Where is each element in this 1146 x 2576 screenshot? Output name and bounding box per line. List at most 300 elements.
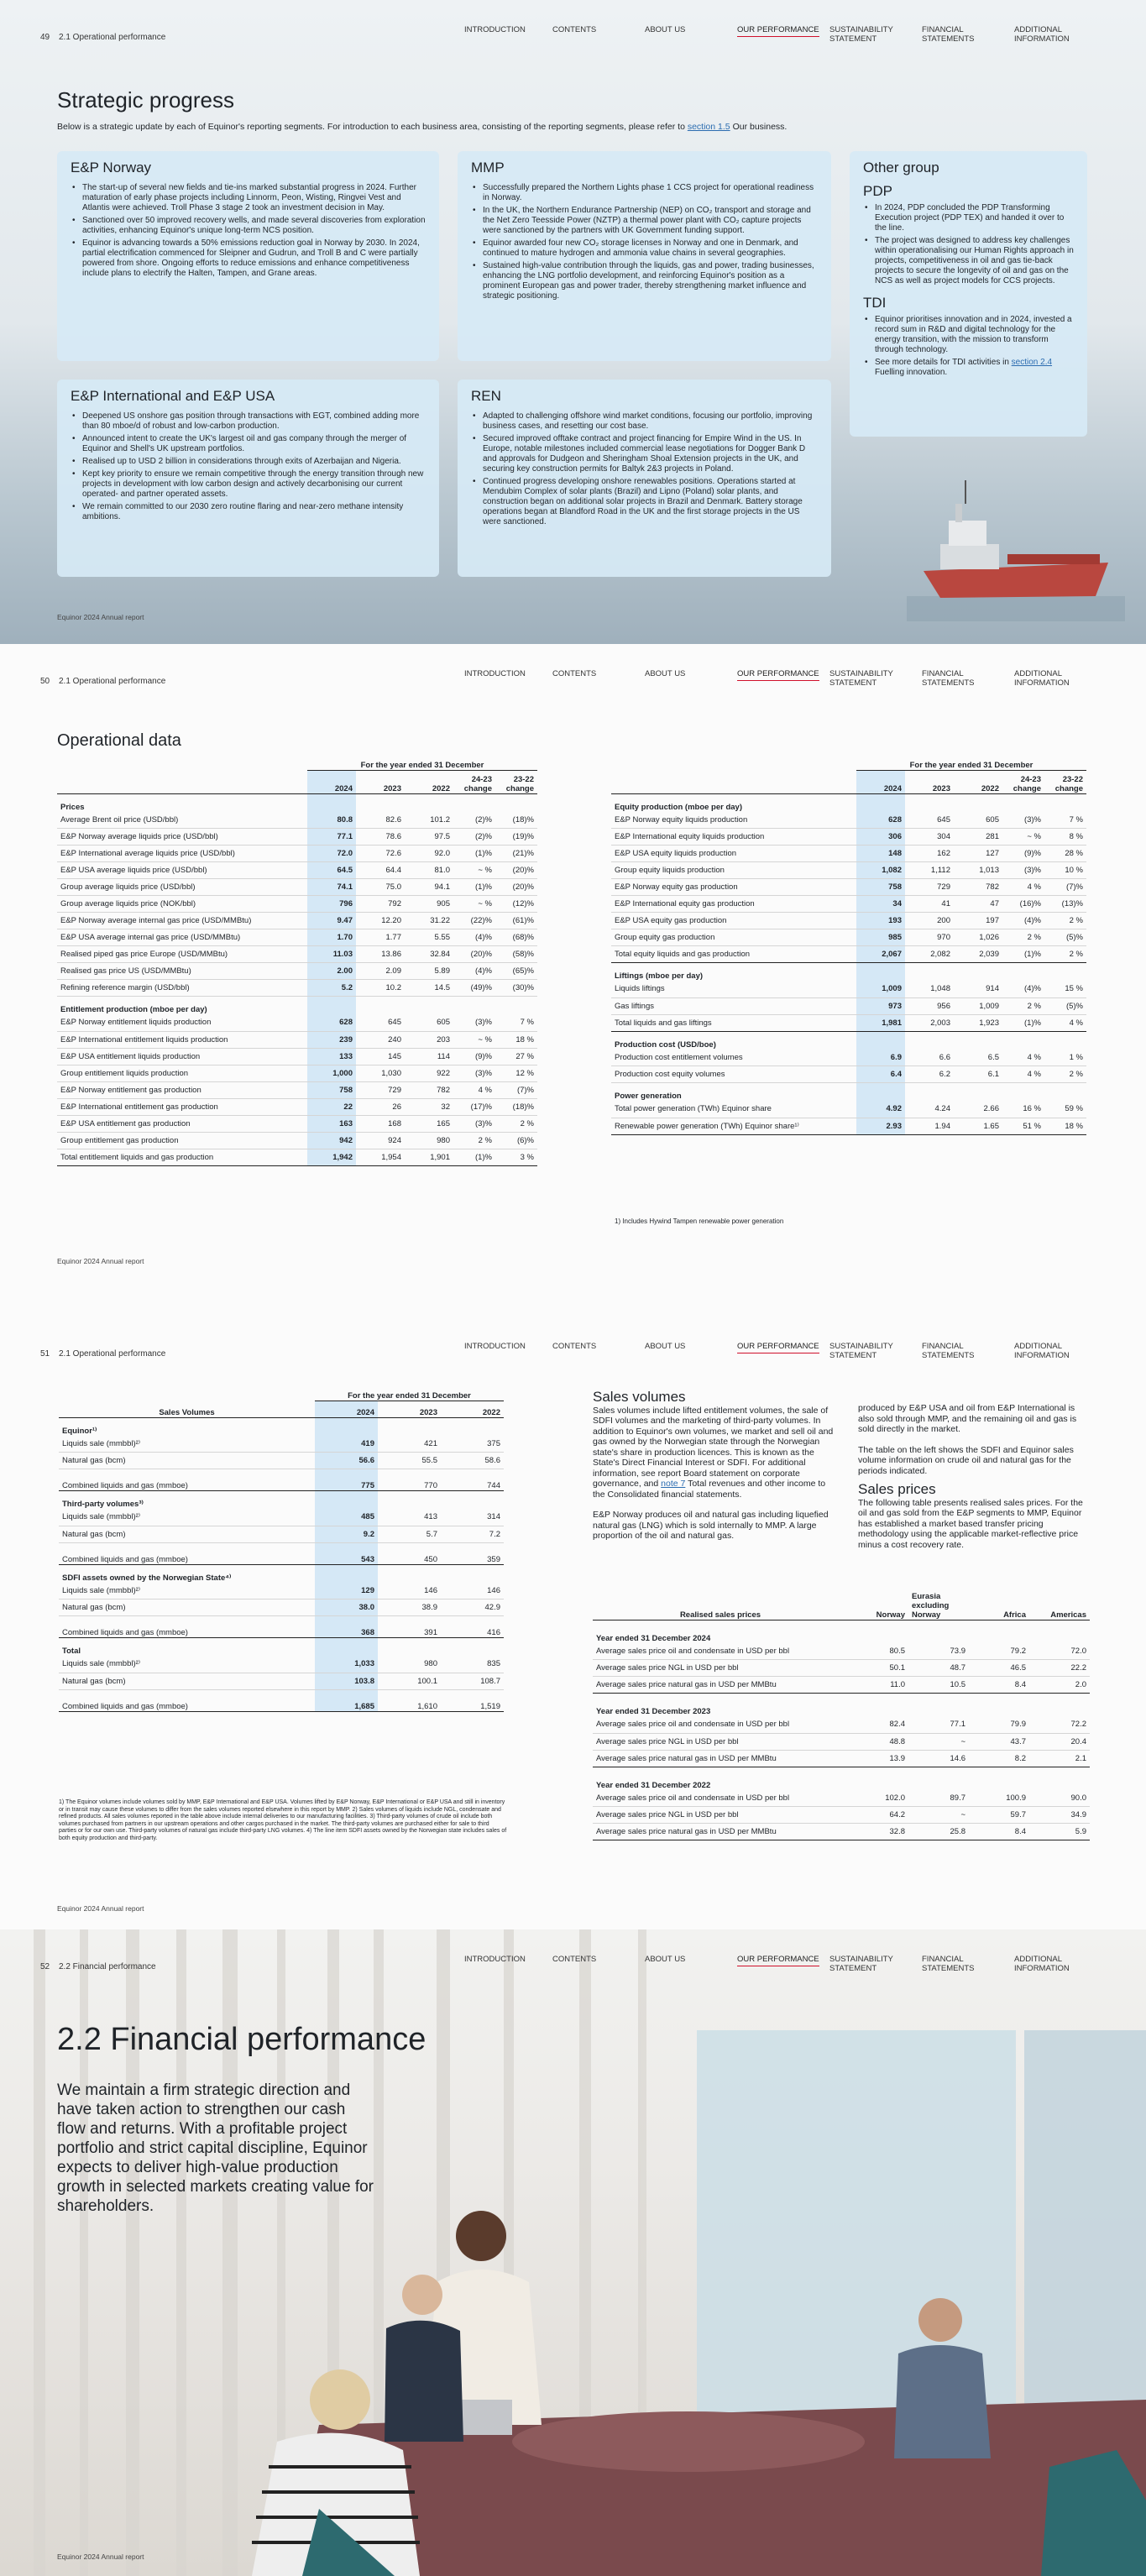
table-cell: 146 xyxy=(378,1583,441,1600)
table-row xyxy=(611,929,1086,946)
top-nav xyxy=(464,669,1107,688)
table-cell: (3)% xyxy=(453,1065,495,1081)
nav-our-performance[interactable]: OUR PERFORMANCE xyxy=(737,1955,829,1964)
table-cell xyxy=(441,1638,504,1657)
table-section-label: Year ended 31 December 2022 xyxy=(596,1780,711,1790)
table-cell: 775 xyxy=(315,1469,378,1491)
page-title: 2.2 Financial performance xyxy=(57,2022,426,2057)
table-cell: 79.2 xyxy=(969,1643,1029,1660)
table-row-label: Combined liquids and gas (mmboe) xyxy=(59,1689,315,1711)
table-column-header: 2024 xyxy=(856,770,905,793)
table-cell: 64.4 xyxy=(356,862,405,879)
nav-contents[interactable]: CONTENTS xyxy=(552,1955,597,1964)
table-column-header: Africa xyxy=(969,1589,1029,1620)
table-cell: 59 % xyxy=(1044,1101,1086,1118)
table-row xyxy=(57,929,537,946)
sales-volumes-text-col2: produced by E&P USA and oil from E&P International is also sold through MMP, and the remaining oil and gas is sold directly in the market. The table on the left shows the SDFI and Equinor sales volume information on crude oil and natural gas for the periods indicated. Sales prices The following table presents realised sales prices. For the oil and gas sold from the E&P segments to MMP, Equinor has established a market based transfer pricing methodology using the applicable market-reflective price minus a cost recovery rate. xyxy=(858,1403,1091,1550)
table-cell: 72.0 xyxy=(307,846,356,862)
table-cell: 6.1 xyxy=(954,1066,1002,1083)
table-cell xyxy=(1002,1031,1044,1050)
table-cell: 2 % xyxy=(453,1132,495,1149)
table-period-header: For the year ended 31 December xyxy=(315,1384,504,1401)
table-cell xyxy=(378,1417,441,1436)
table-section-label: Equinor¹⁾ xyxy=(62,1426,97,1436)
table-row-label: E&P Norway entitlement gas production xyxy=(57,1081,307,1098)
table-cell: 7 % xyxy=(1044,812,1086,829)
table-cell: 127 xyxy=(954,846,1002,862)
table-cell: 42.9 xyxy=(441,1600,504,1616)
table-row-label: E&P International entitlement liquids production xyxy=(57,1031,307,1048)
table-row-label: Liquids sale (mmbbl)²⁾ xyxy=(59,1656,315,1673)
table-cell: (1)% xyxy=(453,879,495,896)
table-row xyxy=(57,946,537,963)
table-cell: 59.7 xyxy=(969,1807,1029,1824)
table-section-row xyxy=(59,1564,504,1583)
table-cell: 7 % xyxy=(495,1014,537,1031)
table-row-label: E&P Norway equity liquids production xyxy=(611,812,856,829)
table-row xyxy=(57,862,537,879)
sales-volumes-heading: Sales volumes xyxy=(593,1389,686,1405)
table-row xyxy=(57,913,537,929)
table-cell xyxy=(315,1638,378,1657)
table-cell: 103.8 xyxy=(315,1673,378,1689)
table-cell: (65)% xyxy=(495,963,537,980)
table-cell: (61)% xyxy=(495,913,537,929)
table-cell: 148 xyxy=(856,846,905,862)
box-mmp: MMP • Successfully prepared the Northern Lights phase 1 CCS project for operational readiness in Norway. • In the UK, the Northern Endurance Partnership (NEP) on CO₂ transport and storage and the Net Zero Teesside Power (NZTP) a thermal power plant with CO₂ capture projects were sanctioned by the partners with UK Government funding support. • Equinor awarded four new CO₂ storage licenses in Norway and one in Denmark, and continued to mature hydrogen and ammonia value chains in several geographies. • Sustained high-value contribution through the liquids, gas and power, trading businesses, enhancing the LNG portfolio development, and reinforcing Equinor's position as a prominent European gas and power trader, thereby strengthening market influence and strategic positioning. xyxy=(458,151,831,361)
table-cell: 18 % xyxy=(495,1031,537,1048)
table-row xyxy=(611,846,1086,862)
table-cell: 973 xyxy=(856,997,905,1014)
table-cell: 1,000 xyxy=(307,1065,356,1081)
table-row xyxy=(611,862,1086,879)
box-other-group: Other group PDP • In 2024, PDP concluded the PDP Transforming Execution project (PDP TEX) and handed it over to the line. • The project was designed to address key challenges within operationalising our Human Rights approach in projects, competitiveness in oil and gas tie-back projects to secure the longevity of oil and gas on the NCS as well as project models for CCS projects. TDI • Equinor prioritises innovation and in 2024, invested a record sum in R&D and digital technology for the energy transition, with the mission to transform through technology. • See more details for TDI activities in section 2.4 Fuelling innovation. xyxy=(850,151,1087,437)
table-cell: 485 xyxy=(315,1509,378,1526)
section-title: 2.1 Operational performance xyxy=(59,677,166,686)
table-cell: 82.6 xyxy=(356,812,405,829)
table-cell: 744 xyxy=(441,1469,504,1491)
table-row-label: E&P USA average liquids price (USD/bbl) xyxy=(57,862,307,879)
table-cell: 100.1 xyxy=(378,1673,441,1689)
table-cell: 197 xyxy=(954,913,1002,929)
nav-our-performance[interactable]: OUR PERFORMANCE xyxy=(737,669,829,678)
table-row-label: E&P USA equity gas production xyxy=(611,913,856,929)
table-cell: 12 % xyxy=(495,1065,537,1081)
table-section-row xyxy=(611,1031,1086,1050)
table-row-label: E&P Norway average internal gas price (USD/MMBtu) xyxy=(57,913,307,929)
table-cell: 15 % xyxy=(1044,981,1086,997)
nav-financial-statements[interactable]: FINANCIAL STATEMENTS xyxy=(922,1342,975,1360)
table-cell xyxy=(954,1031,1002,1050)
table-row xyxy=(57,829,537,846)
page-sales-volumes xyxy=(0,1317,1146,1929)
table-cell: 74.1 xyxy=(307,879,356,896)
table-cell xyxy=(954,1083,1002,1102)
nav-sustainability-statement[interactable]: SUSTAINABILITY STATEMENT xyxy=(829,1342,893,1360)
nav-about-us[interactable]: ABOUT US xyxy=(645,25,686,34)
table-cell: (18)% xyxy=(495,812,537,829)
table-cell: (16)% xyxy=(1002,896,1044,913)
table-cell xyxy=(905,793,954,812)
table-cell: 13.9 xyxy=(848,1750,908,1767)
table-row-label: Combined liquids and gas (mmboe) xyxy=(59,1469,315,1491)
nav-sustainability-statement[interactable]: SUSTAINABILITY STATEMENT xyxy=(829,25,893,44)
table-cell: 7.2 xyxy=(441,1526,504,1542)
table-cell: ~ xyxy=(908,1733,969,1750)
table-row xyxy=(611,946,1086,963)
table-cell xyxy=(905,1083,954,1102)
table-cell: 38.0 xyxy=(315,1600,378,1616)
realised-sales-prices-table xyxy=(593,1589,1090,1840)
table-column-header: 2023 xyxy=(356,770,405,793)
table-cell: (5)% xyxy=(1044,997,1086,1014)
table-column-header: 2022 xyxy=(954,770,1002,793)
table-cell: 1.94 xyxy=(905,1118,954,1134)
table-period-row xyxy=(59,1384,504,1401)
table-cell: 34 xyxy=(856,896,905,913)
table-cell: 314 xyxy=(441,1509,504,1526)
table-cell xyxy=(315,1417,378,1436)
table-row xyxy=(593,1716,1090,1733)
table-cell: 792 xyxy=(356,896,405,913)
page-number: 51 xyxy=(40,1349,50,1359)
table-section-label: SDFI assets owned by the Norwegian State⁴⁾ xyxy=(62,1573,232,1583)
table-row-label: E&P USA entitlement gas production xyxy=(57,1115,307,1132)
table-header-row xyxy=(593,1589,1090,1620)
nav-financial-statements[interactable]: FINANCIAL STATEMENTS xyxy=(922,25,975,44)
nav-additional-information[interactable]: ADDITIONAL INFORMATION xyxy=(1014,1342,1070,1360)
table-cell: 8.4 xyxy=(969,1824,1029,1840)
table-cell: (6)% xyxy=(495,1132,537,1149)
table-cell: (2)% xyxy=(453,812,495,829)
table-cell xyxy=(1002,1083,1044,1102)
table-row-label: Refining reference margin (USD/bbl) xyxy=(57,980,307,997)
table-cell: (3)% xyxy=(453,1014,495,1031)
table-cell: 72.0 xyxy=(1029,1643,1090,1660)
nav-about-us[interactable]: ABOUT US xyxy=(645,1342,686,1351)
table-cell xyxy=(1002,963,1044,982)
table-cell: 5.55 xyxy=(405,929,453,946)
nav-financial-statements[interactable]: FINANCIAL STATEMENTS xyxy=(922,669,975,688)
table-cell: 368 xyxy=(315,1616,378,1638)
nav-financial-statements[interactable]: FINANCIAL STATEMENTS xyxy=(922,1955,975,1973)
sales-prices-heading: Sales prices xyxy=(858,1481,936,1497)
section-link[interactable]: section 2.4 xyxy=(1011,358,1053,367)
nav-about-us[interactable]: ABOUT US xyxy=(645,669,686,678)
table-row-label: Total equity liquids and gas production xyxy=(611,946,856,963)
table-row-label: Average sales price NGL in USD per bbl xyxy=(593,1660,848,1677)
operational-data-table-left xyxy=(57,753,537,1166)
table-section-label: Year ended 31 December 2024 xyxy=(596,1633,711,1643)
section-title: 2.1 Operational performance xyxy=(59,33,166,42)
table-row xyxy=(593,1807,1090,1824)
table-cell: 81.0 xyxy=(405,862,453,879)
table-cell: (1)% xyxy=(453,1149,495,1165)
table-cell: (19)% xyxy=(495,829,537,846)
nav-introduction[interactable]: INTRODUCTION xyxy=(464,669,526,678)
nav-additional-information[interactable]: ADDITIONAL INFORMATION xyxy=(1014,25,1070,44)
table-cell xyxy=(856,963,905,982)
table-row xyxy=(57,1048,537,1065)
table-cell: 41 xyxy=(905,896,954,913)
table-row-label: Production cost entitlement volumes xyxy=(611,1050,856,1066)
table-header-row xyxy=(611,770,1086,793)
nav-our-performance[interactable]: OUR PERFORMANCE xyxy=(737,25,829,34)
table-row xyxy=(611,829,1086,846)
table-row xyxy=(611,981,1086,997)
table-cell: 770 xyxy=(378,1469,441,1491)
table-cell xyxy=(441,1417,504,1436)
table-cell: (5)% xyxy=(1044,929,1086,946)
table-cell: (4)% xyxy=(453,963,495,980)
table-cell: 32.84 xyxy=(405,946,453,963)
table-row xyxy=(59,1656,504,1673)
table-section-row xyxy=(593,1767,1090,1790)
table-cell: (7)% xyxy=(1044,879,1086,896)
table-cell: 13.86 xyxy=(356,946,405,963)
nav-introduction[interactable]: INTRODUCTION xyxy=(464,1955,526,1964)
table-cell: 1,981 xyxy=(856,1014,905,1031)
table-row xyxy=(59,1509,504,1526)
table-cell: 2 % xyxy=(1044,946,1086,963)
table-cell: 2.1 xyxy=(1029,1750,1090,1767)
table-cell: 1.70 xyxy=(307,929,356,946)
table-section-label: Year ended 31 December 2023 xyxy=(596,1707,711,1716)
nav-introduction[interactable]: INTRODUCTION xyxy=(464,1342,526,1351)
nav-contents[interactable]: CONTENTS xyxy=(552,669,597,678)
table-row-label: Realised gas price US (USD/MMBtu) xyxy=(57,963,307,980)
table-cell: 239 xyxy=(307,1031,356,1048)
table-section-row xyxy=(59,1491,504,1510)
table-row xyxy=(59,1689,504,1711)
table-cell: (9)% xyxy=(1002,846,1044,862)
table-cell xyxy=(1002,793,1044,812)
table-cell: 97.5 xyxy=(405,829,453,846)
table-row-label: E&P International average liquids price (USD/bbl) xyxy=(57,846,307,862)
table-row xyxy=(593,1660,1090,1677)
table-row-label: Total power generation (TWh) Equinor share xyxy=(611,1101,856,1118)
table-row-label: Group equity liquids production xyxy=(611,862,856,879)
table-section-row xyxy=(611,963,1086,982)
table-row xyxy=(57,1081,537,1098)
box-title: MMP xyxy=(471,160,505,175)
table-cell: 11.0 xyxy=(848,1677,908,1694)
table-row-label: Average sales price oil and condensate in USD per bbl xyxy=(593,1790,848,1807)
table-row xyxy=(59,1600,504,1616)
table-row xyxy=(59,1583,504,1600)
table-row-label: Average sales price NGL in USD per bbl xyxy=(593,1807,848,1824)
table-cell: 11.03 xyxy=(307,946,356,963)
table-cell: 31.22 xyxy=(405,913,453,929)
table-cell: 77.1 xyxy=(908,1716,969,1733)
table-row xyxy=(611,1101,1086,1118)
table-cell: 78.6 xyxy=(356,829,405,846)
box-title: E&P International and E&P USA xyxy=(71,388,275,404)
table-cell: 6.9 xyxy=(856,1050,905,1066)
table-cell: 758 xyxy=(856,879,905,896)
table-cell: 102.0 xyxy=(848,1790,908,1807)
box-ep-norway: E&P Norway • The start-up of several new fields and tie-ins marked substantial progress in 2024. Further maturation of early phase projects including Linnorm, Peon, Wisting, Ringvei Vest and Atlantis were achieved. Troll Phase 3 stage 2 took an investment decision in May. • Sanctioned over 50 improved recovery wells, and made several discoveries from exploration activities, enhancing Equinor's unique long-term NCS position. • Equinor is advancing towards a 50% emissions reduction goal in Norway by 2030. In 2024, partial electrification commenced for Sleipner and Gudrun, and Troll B and C were partially powered from shore. Ongoing efforts to reduce emissions and enhance competitiveness include plans to electrify the Halten, Tampen, and Grane areas. xyxy=(57,151,439,361)
note-link[interactable]: note 7 xyxy=(661,1479,686,1489)
table-section-label: Entitlement production (mboe per day) xyxy=(60,1005,207,1014)
table-cell: 980 xyxy=(405,1132,453,1149)
table-cell: 14.6 xyxy=(908,1750,969,1767)
table-cell: 8.2 xyxy=(969,1750,1029,1767)
page-title: Strategic progress xyxy=(57,87,234,113)
table-cell: 5.9 xyxy=(1029,1824,1090,1840)
table-cell: 2 % xyxy=(1044,913,1086,929)
table-column-header: 24-23 change xyxy=(1002,770,1044,793)
sales-volumes-text: Sales volumes Sales volumes include lifted entitlement volumes, the sale of SDFI volumes and the marketing of third-party volumes. In addition to Equinor's own volumes, we market and sell oil and gas owned by the Norwegian state through the Norwegian state's share in production licences. This is known as the State's Direct Financial Interest or SDFI. For additional information, see report Board statement on corporate governance, and note 7 Total revenues and other income to the Consolidated financial statements. E&P Norway produces oil and natural gas including liquefied natural gas (LNG) which is sold internally to MMP. A large proportion of the oil and natural gas. xyxy=(593,1392,836,1542)
top-nav xyxy=(464,25,1107,44)
table-row xyxy=(593,1824,1090,1840)
page-number: 49 xyxy=(40,33,50,42)
nav-sustainability-statement[interactable]: SUSTAINABILITY STATEMENT xyxy=(829,1955,893,1973)
table-cell xyxy=(1044,963,1086,982)
table-header-cell xyxy=(59,1384,315,1401)
table-cell: 2,082 xyxy=(905,946,954,963)
table-cell: 72.2 xyxy=(1029,1716,1090,1733)
page-footer: Equinor 2024 Annual report xyxy=(57,613,144,621)
top-nav xyxy=(464,1342,1107,1360)
table-row xyxy=(59,1453,504,1469)
table-cell: 2.09 xyxy=(356,963,405,980)
intro-text: Below is a strategic update by each of Equinor's reporting segments. For introduction to each business area, consisting of the reporting segments, please refer to section 1.5 Our business. xyxy=(57,122,788,132)
table-cell: ~ xyxy=(908,1807,969,1824)
nav-sustainability-statement[interactable]: SUSTAINABILITY STATEMENT xyxy=(829,669,893,688)
table-row-label: E&P USA equity liquids production xyxy=(611,846,856,862)
table-column-header: Norway xyxy=(848,1589,908,1620)
table-row-label: Average sales price NGL in USD per bbl xyxy=(593,1733,848,1750)
table-cell: 25.8 xyxy=(908,1824,969,1840)
nav-additional-information[interactable]: ADDITIONAL INFORMATION xyxy=(1014,1955,1070,1973)
table-section-row xyxy=(59,1417,504,1436)
table-cell: 43.7 xyxy=(969,1733,1029,1750)
table-cell: 1,685 xyxy=(315,1689,378,1711)
table-period-header: For the year ended 31 December xyxy=(307,753,537,770)
table-row-label: Average sales price oil and condensate in USD per bbl xyxy=(593,1643,848,1660)
table-cell: 72.6 xyxy=(356,846,405,862)
table-cell: 1,009 xyxy=(856,981,905,997)
table-cell: 1,082 xyxy=(856,862,905,879)
table-cell: 2.93 xyxy=(856,1118,905,1134)
table-cell: 1.77 xyxy=(356,929,405,946)
table-cell: 1,048 xyxy=(905,981,954,997)
table-row xyxy=(593,1643,1090,1660)
table-cell: 2 % xyxy=(1002,929,1044,946)
table-row xyxy=(59,1542,504,1564)
nav-our-performance[interactable]: OUR PERFORMANCE xyxy=(737,1342,829,1351)
table-row xyxy=(57,1149,537,1165)
nav-additional-information[interactable]: ADDITIONAL INFORMATION xyxy=(1014,669,1070,688)
box-title: REN xyxy=(471,388,501,404)
table-cell: (3)% xyxy=(1002,862,1044,879)
table-cell: 3 % xyxy=(495,1149,537,1165)
table-cell: 51 % xyxy=(1002,1118,1044,1134)
table-column-header: 23-22 change xyxy=(1044,770,1086,793)
table-row xyxy=(57,1115,537,1132)
table-cell: 1,112 xyxy=(905,862,954,879)
table-cell xyxy=(307,793,356,812)
table-row-label: Production cost equity volumes xyxy=(611,1066,856,1083)
table-column-header: 23-22 change xyxy=(495,770,537,793)
table-row xyxy=(611,997,1086,1014)
nav-contents[interactable]: CONTENTS xyxy=(552,1342,597,1351)
table-column-header: 2024 xyxy=(307,770,356,793)
table-row xyxy=(57,846,537,862)
table-cell xyxy=(405,793,453,812)
table-row xyxy=(57,1031,537,1048)
table-cell: 56.6 xyxy=(315,1453,378,1469)
table-section-row xyxy=(593,1620,1090,1643)
table-row xyxy=(611,913,1086,929)
table-cell xyxy=(1044,1031,1086,1050)
table-cell: 46.5 xyxy=(969,1660,1029,1677)
table-cell xyxy=(954,793,1002,812)
table-cell: 18 % xyxy=(1044,1118,1086,1134)
table-row-label: Liquids sale (mmbbl)²⁾ xyxy=(59,1509,315,1526)
table-section-row xyxy=(593,1694,1090,1717)
table-section-row xyxy=(57,793,537,812)
table-cell: 645 xyxy=(905,812,954,829)
table-row-label: Natural gas (bcm) xyxy=(59,1526,315,1542)
table-cell: (1)% xyxy=(1002,946,1044,963)
table-cell: 905 xyxy=(405,896,453,913)
table-cell: 304 xyxy=(905,829,954,846)
table-row xyxy=(593,1750,1090,1767)
table-cell: 75.0 xyxy=(356,879,405,896)
table-row xyxy=(59,1673,504,1689)
table-cell: 32.8 xyxy=(848,1824,908,1840)
table-column-header: 2023 xyxy=(378,1401,441,1417)
table-cell: 162 xyxy=(905,846,954,862)
table-cell: 58.6 xyxy=(441,1453,504,1469)
table-cell: 94.1 xyxy=(405,879,453,896)
table-row-label: Group entitlement liquids production xyxy=(57,1065,307,1081)
table-cell: 605 xyxy=(954,812,1002,829)
table-cell: 450 xyxy=(378,1542,441,1564)
table-cell: 1,026 xyxy=(954,929,1002,946)
table-section-label: Prices xyxy=(60,802,85,812)
nav-introduction[interactable]: INTRODUCTION xyxy=(464,25,526,34)
table-row-label: Average sales price natural gas in USD per MMBtu xyxy=(593,1750,848,1767)
table-cell: 145 xyxy=(356,1048,405,1065)
table-cell: (30)% xyxy=(495,980,537,997)
table-row xyxy=(611,812,1086,829)
table-cell: ~ % xyxy=(453,862,495,879)
table-cell: 9.47 xyxy=(307,913,356,929)
table-cell: 4 % xyxy=(1002,879,1044,896)
section-link[interactable]: section 1.5 xyxy=(687,122,730,132)
table-section-row xyxy=(611,1083,1086,1102)
table-row-label: E&P Norway equity gas production xyxy=(611,879,856,896)
page-number: 50 xyxy=(40,677,50,686)
sales-volumes-footnote: 1) The Equinor volumes include volumes sold by MMP, E&P International and E&P USA. Volumes lifted by E&P Norway, E&P International or E&P USA and still in inventory or in transit may cause these volumes to differ from the sales volumes reported elsewhere in this report by MMP. 2) Sales volumes of liquids include NGL, condensate and refined products. All sales volumes reported in the table above include internal deliveries to our manufacturing facilities. 3) Third-party volumes of crude oil include both volumes purchased from partners in our upstream operations and other cargos purchased in the market. The third-party volumes are purchased either for sale to third parties or for our own use. Third-party volumes of natural gas include third-party LNG volumes. 4) The line item SDFI assets owned by the Norwegian state includes sales of both equity production and third-party. xyxy=(59,1799,507,1841)
table-row-label: Group entitlement gas production xyxy=(57,1132,307,1149)
section-title: 2.1 Operational performance xyxy=(59,1349,166,1359)
table-row-label: E&P International entitlement gas production xyxy=(57,1098,307,1115)
table-row xyxy=(57,980,537,997)
table-cell: 48.7 xyxy=(908,1660,969,1677)
table-cell: 2 % xyxy=(1044,1066,1086,1083)
table-cell: 924 xyxy=(356,1132,405,1149)
table-cell: 32 xyxy=(405,1098,453,1115)
table-cell: 2,003 xyxy=(905,1014,954,1031)
nav-contents[interactable]: CONTENTS xyxy=(552,25,597,34)
page-financial-performance xyxy=(0,1929,1146,2576)
nav-about-us[interactable]: ABOUT US xyxy=(645,1955,686,1964)
table-cell: 55.5 xyxy=(378,1453,441,1469)
